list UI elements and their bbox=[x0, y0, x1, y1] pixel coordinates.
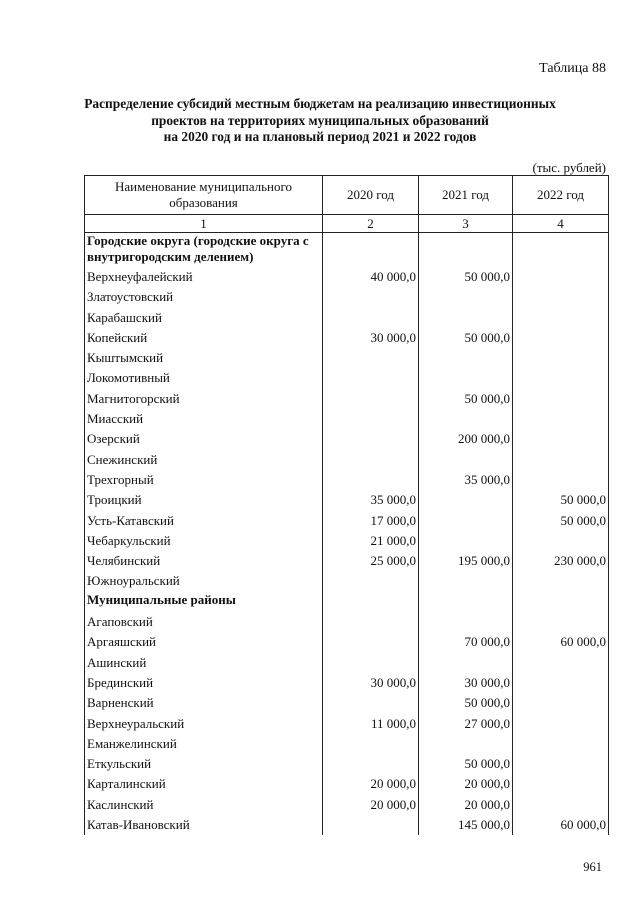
title-line-2: проектов на территориях муниципальных образований bbox=[151, 112, 489, 128]
value-2021 bbox=[419, 409, 513, 429]
value-2021 bbox=[419, 571, 513, 591]
table-row bbox=[85, 409, 609, 429]
title-line-3: на 2020 год и на плановый период 2021 и 2022 годов bbox=[163, 129, 477, 144]
municipality-name: Локомотивный bbox=[85, 368, 323, 388]
municipality-name: Городские округа (городские округа с внутригородским делением) bbox=[85, 233, 323, 268]
value-2022 bbox=[513, 714, 609, 734]
municipality-name: Ашинский bbox=[85, 653, 323, 673]
value-2021 bbox=[419, 653, 513, 673]
value-2021: 195 000,0 bbox=[419, 551, 513, 571]
municipality-name: Карабашский bbox=[85, 308, 323, 328]
value-2021: 50 000,0 bbox=[419, 754, 513, 774]
value-2021 bbox=[419, 450, 513, 470]
municipality-name: Аргаяшский bbox=[85, 632, 323, 652]
value-2020 bbox=[323, 348, 419, 368]
value-2022: 230 000,0 bbox=[513, 551, 609, 571]
municipality-name: Южноуральский bbox=[85, 571, 323, 591]
value-2022 bbox=[513, 673, 609, 693]
value-2021: 30 000,0 bbox=[419, 673, 513, 693]
value-2020 bbox=[323, 389, 419, 409]
column-number-row bbox=[85, 215, 609, 233]
column-number-4: 4 bbox=[513, 215, 609, 233]
value-2020: 17 000,0 bbox=[323, 511, 419, 531]
value-2020 bbox=[323, 450, 419, 470]
value-2022 bbox=[513, 368, 609, 388]
value-2021: 50 000,0 bbox=[419, 389, 513, 409]
table-row bbox=[85, 632, 609, 652]
value-2022 bbox=[513, 308, 609, 328]
value-2022 bbox=[513, 592, 609, 612]
value-2021: 35 000,0 bbox=[419, 470, 513, 490]
municipality-name: Миасский bbox=[85, 409, 323, 429]
table-row bbox=[85, 673, 609, 693]
value-2020: 25 000,0 bbox=[323, 551, 419, 571]
municipality-name: Еманжелинский bbox=[85, 734, 323, 754]
table-row bbox=[85, 450, 609, 470]
municipality-name: Карталинский bbox=[85, 774, 323, 794]
municipality-name: Катав-Ивановский bbox=[85, 815, 323, 835]
value-2022: 50 000,0 bbox=[513, 490, 609, 510]
municipality-name: Кыштымский bbox=[85, 348, 323, 368]
municipality-name: Муниципальные районы bbox=[85, 592, 323, 612]
table-label: Таблица 88 bbox=[539, 61, 606, 76]
title-line-1: Распределение субсидий местным бюджетам на реализацию инвестиционных bbox=[84, 96, 556, 111]
value-2020 bbox=[323, 632, 419, 652]
municipality-name: Копейский bbox=[85, 328, 323, 348]
value-2020 bbox=[323, 233, 419, 268]
table-row bbox=[85, 389, 609, 409]
value-2021 bbox=[419, 612, 513, 632]
municipality-name: Усть-Катавский bbox=[85, 511, 323, 531]
municipality-name: Верхнеуральский bbox=[85, 714, 323, 734]
table-row bbox=[85, 308, 609, 328]
table-row bbox=[85, 429, 609, 449]
value-2022 bbox=[513, 287, 609, 307]
table-row bbox=[85, 714, 609, 734]
value-2020 bbox=[323, 693, 419, 713]
municipality-name: Чебаркульский bbox=[85, 531, 323, 551]
value-2020: 21 000,0 bbox=[323, 531, 419, 551]
table-row bbox=[85, 267, 609, 287]
table-row bbox=[85, 531, 609, 551]
municipality-name: Варненский bbox=[85, 693, 323, 713]
value-2020: 20 000,0 bbox=[323, 795, 419, 815]
value-2021 bbox=[419, 233, 513, 268]
value-2022: 50 000,0 bbox=[513, 511, 609, 531]
table-row bbox=[85, 795, 609, 815]
table-row bbox=[85, 287, 609, 307]
value-2020: 30 000,0 bbox=[323, 673, 419, 693]
value-2021: 20 000,0 bbox=[419, 774, 513, 794]
column-header-2021: 2021 год bbox=[419, 176, 513, 215]
value-2020 bbox=[323, 308, 419, 328]
column-header-2022: 2022 год bbox=[513, 176, 609, 215]
table-row bbox=[85, 774, 609, 794]
table-row bbox=[85, 470, 609, 490]
value-2022 bbox=[513, 531, 609, 551]
page-number: 961 bbox=[583, 860, 602, 874]
value-2021 bbox=[419, 287, 513, 307]
value-2021 bbox=[419, 348, 513, 368]
value-2020: 11 000,0 bbox=[323, 714, 419, 734]
group-row bbox=[85, 592, 609, 612]
value-2021: 145 000,0 bbox=[419, 815, 513, 835]
table-row bbox=[85, 571, 609, 591]
municipality-name: Брединский bbox=[85, 673, 323, 693]
value-2022 bbox=[513, 571, 609, 591]
municipality-name: Трехгорный bbox=[85, 470, 323, 490]
municipality-name: Снежинский bbox=[85, 450, 323, 470]
value-2020 bbox=[323, 470, 419, 490]
value-2022 bbox=[513, 693, 609, 713]
value-2022 bbox=[513, 409, 609, 429]
column-header-2020: 2020 год bbox=[323, 176, 419, 215]
value-2021: 50 000,0 bbox=[419, 693, 513, 713]
value-2021 bbox=[419, 734, 513, 754]
municipality-name: Верхнеуфалейский bbox=[85, 267, 323, 287]
subsidy-table bbox=[84, 175, 609, 835]
value-2020 bbox=[323, 734, 419, 754]
header-row bbox=[85, 176, 609, 215]
municipality-name: Агаповский bbox=[85, 612, 323, 632]
value-2022: 60 000,0 bbox=[513, 632, 609, 652]
table-row bbox=[85, 511, 609, 531]
value-2021: 50 000,0 bbox=[419, 328, 513, 348]
value-2021: 50 000,0 bbox=[419, 267, 513, 287]
value-2020 bbox=[323, 592, 419, 612]
table-row bbox=[85, 368, 609, 388]
column-number-3: 3 bbox=[419, 215, 513, 233]
municipality-name: Челябинский bbox=[85, 551, 323, 571]
table-body bbox=[85, 233, 609, 836]
municipality-name: Златоустовский bbox=[85, 287, 323, 307]
table-row bbox=[85, 734, 609, 754]
value-2021 bbox=[419, 308, 513, 328]
value-2020: 35 000,0 bbox=[323, 490, 419, 510]
value-2020 bbox=[323, 754, 419, 774]
table-row bbox=[85, 551, 609, 571]
value-2021 bbox=[419, 511, 513, 531]
value-2021: 27 000,0 bbox=[419, 714, 513, 734]
table-row bbox=[85, 348, 609, 368]
value-2020: 20 000,0 bbox=[323, 774, 419, 794]
value-2021 bbox=[419, 531, 513, 551]
value-2022 bbox=[513, 470, 609, 490]
value-2022 bbox=[513, 233, 609, 268]
value-2022 bbox=[513, 754, 609, 774]
value-2021: 70 000,0 bbox=[419, 632, 513, 652]
table-row bbox=[85, 328, 609, 348]
value-2022 bbox=[513, 795, 609, 815]
value-2020 bbox=[323, 571, 419, 591]
value-2021: 20 000,0 bbox=[419, 795, 513, 815]
table-row bbox=[85, 612, 609, 632]
municipality-name: Магнитогорский bbox=[85, 389, 323, 409]
units-label: (тыс. рублей) bbox=[532, 160, 606, 175]
value-2020 bbox=[323, 368, 419, 388]
value-2022: 60 000,0 bbox=[513, 815, 609, 835]
table-row bbox=[85, 653, 609, 673]
table-row bbox=[85, 490, 609, 510]
value-2020 bbox=[323, 409, 419, 429]
municipality-name: Троицкий bbox=[85, 490, 323, 510]
value-2022 bbox=[513, 612, 609, 632]
value-2020 bbox=[323, 815, 419, 835]
group-row bbox=[85, 233, 609, 268]
value-2022 bbox=[513, 348, 609, 368]
value-2020 bbox=[323, 287, 419, 307]
value-2020 bbox=[323, 653, 419, 673]
municipality-name: Озерский bbox=[85, 429, 323, 449]
value-2021 bbox=[419, 490, 513, 510]
value-2021: 200 000,0 bbox=[419, 429, 513, 449]
value-2021 bbox=[419, 368, 513, 388]
value-2022 bbox=[513, 267, 609, 287]
value-2020 bbox=[323, 429, 419, 449]
column-number-1: 1 bbox=[85, 215, 323, 233]
value-2020 bbox=[323, 612, 419, 632]
value-2022 bbox=[513, 389, 609, 409]
value-2022 bbox=[513, 734, 609, 754]
value-2020: 40 000,0 bbox=[323, 267, 419, 287]
document-title bbox=[60, 96, 580, 146]
municipality-name: Еткульский bbox=[85, 754, 323, 774]
value-2022 bbox=[513, 653, 609, 673]
table-row bbox=[85, 754, 609, 774]
column-header-name: Наименование муниципального образования bbox=[85, 176, 323, 215]
value-2022 bbox=[513, 450, 609, 470]
value-2022 bbox=[513, 328, 609, 348]
table-row bbox=[85, 815, 609, 835]
value-2021 bbox=[419, 592, 513, 612]
table-row bbox=[85, 693, 609, 713]
value-2022 bbox=[513, 774, 609, 794]
municipality-name: Каслинский bbox=[85, 795, 323, 815]
value-2020: 30 000,0 bbox=[323, 328, 419, 348]
value-2022 bbox=[513, 429, 609, 449]
column-number-2: 2 bbox=[323, 215, 419, 233]
